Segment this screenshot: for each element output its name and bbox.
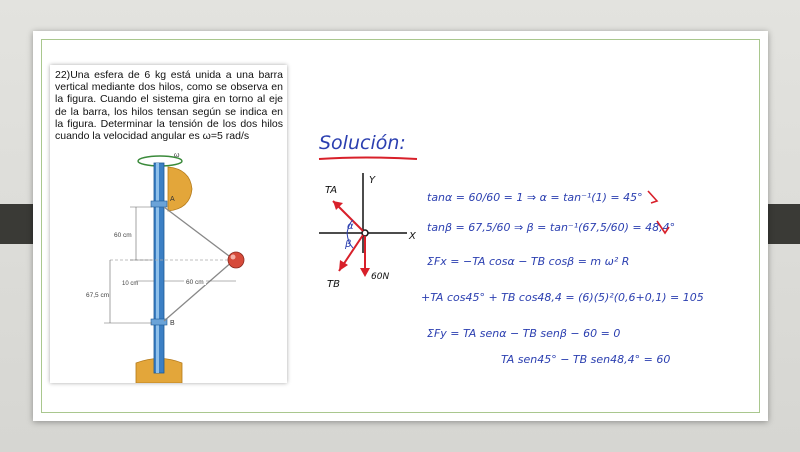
dim-60-label: 60 cm [114,232,132,239]
solution-heading: Solución: [319,132,406,154]
equation-2: tanβ = 67,5/60 ⇒ β = tan⁻¹(67,5/60) = 48,4° [427,221,676,234]
sphere [228,252,244,268]
eq1-check-icon [648,191,657,203]
solution-svg [305,123,737,371]
point-b-label: B [170,320,175,327]
problem-statement [55,69,283,142]
omega-label: ω [174,152,180,159]
top-bracket [168,167,192,211]
tb-label: TB [327,279,340,290]
weight-arrowhead [360,268,370,277]
sphere-highlight [231,255,236,260]
alpha-label: α [347,221,354,232]
equation-4: +TA cos45° + TB cos48,4 = (6)(5)²(0,6+0,1) = 105 [421,291,704,304]
collar-a [151,201,167,207]
point-a-label: A [170,196,175,203]
problem-card [50,65,287,383]
string-b [164,261,233,321]
heading-underline [319,158,417,160]
problem-number: 22) [55,69,71,81]
equation-5: ΣFy = TA senα − TB senβ − 60 = 0 [427,327,621,340]
equation-6: TA sen45° − TB sen48,4° = 60 [501,353,671,366]
beta-label: β [345,239,352,250]
slide [33,31,768,421]
bar-highlight [156,163,159,373]
tb-arrowhead [339,260,348,271]
dim-60h-label: 60 cm [186,279,204,286]
solution-panel [305,123,737,371]
problem-text: Una esfera de 6 kg está unida a una barra vertical mediante dos hilos, como se observa en la figura. Cuando el sistema gira en torno al eje de la barra, los hilos tensan según se indica en la figura. Determinar la tensión de los dos hilos cuando la velocidad angular es ω=5 rad/s [55,69,283,143]
dim-10-label: 10 cm [122,281,139,287]
ta-label: TA [325,185,338,196]
problem-figure [50,149,287,383]
x-label: X [409,231,416,242]
equation-3: ΣFx = −TA cosα − TB cosβ = m ω² R [427,255,630,268]
free-body-diagram [319,173,417,290]
string-a [164,207,233,259]
y-label: Y [369,175,376,186]
weight-label: 60N [371,272,390,282]
dim-675-label: 67,5 cm [86,292,110,299]
equation-1: tanα = 60/60 = 1 ⇒ α = tan⁻¹(1) = 45° [427,191,643,204]
